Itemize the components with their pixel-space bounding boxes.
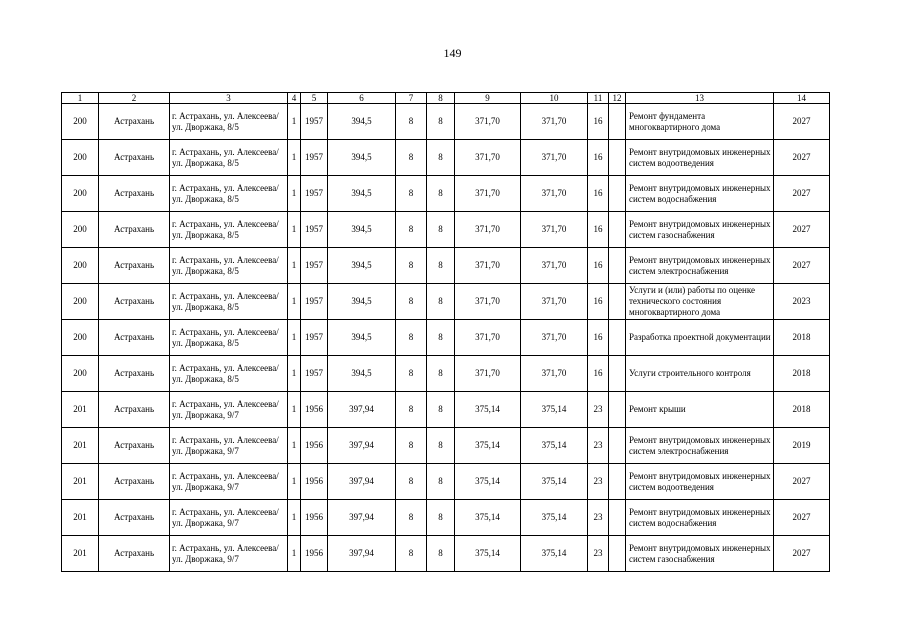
column-header: 10 [521,93,588,104]
housing-repair-table [61,92,830,572]
col7-cell: 8 [396,320,427,356]
work-type-cell: Услуги строительного контроля [626,356,774,392]
address-cell: г. Астрахань, ул. Алексеева/ ул. Дворжака, 8/5 [170,320,288,356]
record-number-cell: 200 [62,176,99,212]
column-header: 14 [774,93,830,104]
col11-cell: 16 [588,212,609,248]
col9-cell: 375,14 [455,536,521,572]
col10-cell: 371,70 [521,104,588,140]
col8-cell: 8 [427,248,455,284]
year-cell: 1957 [301,140,328,176]
col7-cell: 8 [396,464,427,500]
year-cell: 1957 [301,212,328,248]
year-cell: 1957 [301,320,328,356]
col4-cell: 1 [288,104,301,140]
area-cell: 397,94 [328,500,396,536]
record-number-cell: 201 [62,500,99,536]
page-number: 149 [443,46,462,60]
table-row [62,320,830,356]
planned-year-cell: 2027 [774,464,830,500]
table-row [62,356,830,392]
record-number-cell: 200 [62,284,99,320]
work-type-cell: Разработка проектной документации [626,320,774,356]
record-number-cell: 200 [62,248,99,284]
record-number-cell: 201 [62,464,99,500]
col8-cell: 8 [427,428,455,464]
col12-cell [609,428,626,464]
column-header: 11 [588,93,609,104]
planned-year-cell: 2027 [774,140,830,176]
table-row [62,104,830,140]
record-number-cell: 200 [62,104,99,140]
planned-year-cell: 2018 [774,356,830,392]
area-cell: 394,5 [328,104,396,140]
city-cell: Астрахань [99,356,170,392]
col9-cell: 375,14 [455,464,521,500]
address-cell: г. Астрахань, ул. Алексеева/ ул. Дворжака, 8/5 [170,212,288,248]
year-cell: 1956 [301,392,328,428]
planned-year-cell: 2027 [774,104,830,140]
col9-cell: 371,70 [455,212,521,248]
city-cell: Астрахань [99,212,170,248]
col12-cell [609,500,626,536]
column-header: 3 [170,93,288,104]
planned-year-cell: 2027 [774,212,830,248]
col8-cell: 8 [427,356,455,392]
col12-cell [609,536,626,572]
year-cell: 1957 [301,284,328,320]
work-type-cell: Ремонт внутридомовых инженерных систем газоснабжения [626,212,774,248]
work-type-cell: Ремонт фундамента многоквартирного дома [626,104,774,140]
col11-cell: 23 [588,500,609,536]
col12-cell [609,320,626,356]
area-cell: 394,5 [328,248,396,284]
col4-cell: 1 [288,284,301,320]
city-cell: Астрахань [99,176,170,212]
table-row [62,500,830,536]
address-cell: г. Астрахань, ул. Алексеева/ ул. Дворжака, 9/7 [170,536,288,572]
column-header: 8 [427,93,455,104]
col10-cell: 375,14 [521,536,588,572]
col11-cell: 16 [588,104,609,140]
work-type-cell: Ремонт крыши [626,392,774,428]
col4-cell: 1 [288,428,301,464]
city-cell: Астрахань [99,140,170,176]
col11-cell: 16 [588,356,609,392]
planned-year-cell: 2023 [774,284,830,320]
table-row [62,176,830,212]
city-cell: Астрахань [99,536,170,572]
col7-cell: 8 [396,356,427,392]
column-header: 9 [455,93,521,104]
col7-cell: 8 [396,176,427,212]
col7-cell: 8 [396,428,427,464]
col4-cell: 1 [288,176,301,212]
area-cell: 397,94 [328,536,396,572]
col7-cell: 8 [396,212,427,248]
column-header: 6 [328,93,396,104]
record-number-cell: 201 [62,428,99,464]
address-cell: г. Астрахань, ул. Алексеева/ ул. Дворжака, 8/5 [170,104,288,140]
address-cell: г. Астрахань, ул. Алексеева/ ул. Дворжака, 8/5 [170,248,288,284]
col12-cell [609,392,626,428]
col10-cell: 375,14 [521,392,588,428]
work-type-cell: Ремонт внутридомовых инженерных систем газоснабжения [626,536,774,572]
col12-cell [609,140,626,176]
city-cell: Астрахань [99,248,170,284]
col10-cell: 371,70 [521,140,588,176]
col12-cell [609,356,626,392]
work-type-cell: Ремонт внутридомовых инженерных систем водоснабжения [626,500,774,536]
col9-cell: 371,70 [455,248,521,284]
column-number-row [62,93,830,104]
col4-cell: 1 [288,356,301,392]
planned-year-cell: 2018 [774,392,830,428]
address-cell: г. Астрахань, ул. Алексеева/ ул. Дворжака, 8/5 [170,140,288,176]
planned-year-cell: 2027 [774,536,830,572]
planned-year-cell: 2027 [774,248,830,284]
column-header: 4 [288,93,301,104]
column-header: 5 [301,93,328,104]
address-cell: г. Астрахань, ул. Алексеева/ ул. Дворжака, 8/5 [170,284,288,320]
address-cell: г. Астрахань, ул. Алексеева/ ул. Дворжака, 8/5 [170,356,288,392]
col11-cell: 23 [588,464,609,500]
planned-year-cell: 2019 [774,428,830,464]
address-cell: г. Астрахань, ул. Алексеева/ ул. Дворжака, 9/7 [170,392,288,428]
col9-cell: 371,70 [455,104,521,140]
city-cell: Астрахань [99,104,170,140]
table-row [62,212,830,248]
area-cell: 397,94 [328,428,396,464]
year-cell: 1957 [301,248,328,284]
col10-cell: 375,14 [521,500,588,536]
planned-year-cell: 2027 [774,500,830,536]
col4-cell: 1 [288,212,301,248]
area-cell: 394,5 [328,176,396,212]
column-header: 1 [62,93,99,104]
col10-cell: 371,70 [521,248,588,284]
col11-cell: 16 [588,176,609,212]
record-number-cell: 200 [62,320,99,356]
col8-cell: 8 [427,104,455,140]
year-cell: 1956 [301,464,328,500]
col11-cell: 23 [588,536,609,572]
table-row [62,536,830,572]
record-number-cell: 200 [62,140,99,176]
col8-cell: 8 [427,140,455,176]
col7-cell: 8 [396,284,427,320]
city-cell: Астрахань [99,392,170,428]
area-cell: 394,5 [328,320,396,356]
city-cell: Астрахань [99,320,170,356]
work-type-cell: Ремонт внутридомовых инженерных систем водоотведения [626,140,774,176]
col7-cell: 8 [396,392,427,428]
col9-cell: 371,70 [455,284,521,320]
city-cell: Астрахань [99,284,170,320]
col7-cell: 8 [396,104,427,140]
col8-cell: 8 [427,212,455,248]
col12-cell [609,212,626,248]
col8-cell: 8 [427,464,455,500]
column-header: 12 [609,93,626,104]
col8-cell: 8 [427,392,455,428]
col8-cell: 8 [427,500,455,536]
record-number-cell: 201 [62,536,99,572]
table-row [62,284,830,320]
col4-cell: 1 [288,392,301,428]
column-header: 2 [99,93,170,104]
col11-cell: 16 [588,140,609,176]
city-cell: Астрахань [99,428,170,464]
col7-cell: 8 [396,500,427,536]
area-cell: 394,5 [328,284,396,320]
year-cell: 1956 [301,428,328,464]
year-cell: 1957 [301,104,328,140]
address-cell: г. Астрахань, ул. Алексеева/ ул. Дворжака, 8/5 [170,176,288,212]
area-cell: 394,5 [328,140,396,176]
col9-cell: 371,70 [455,176,521,212]
col12-cell [609,248,626,284]
col12-cell [609,284,626,320]
address-cell: г. Астрахань, ул. Алексеева/ ул. Дворжака, 9/7 [170,500,288,536]
col12-cell [609,176,626,212]
work-type-cell: Ремонт внутридомовых инженерных систем электроснабжения [626,248,774,284]
table-row [62,428,830,464]
area-cell: 394,5 [328,212,396,248]
col7-cell: 8 [396,536,427,572]
area-cell: 397,94 [328,392,396,428]
col11-cell: 23 [588,392,609,428]
col10-cell: 375,14 [521,464,588,500]
col10-cell: 371,70 [521,284,588,320]
col10-cell: 371,70 [521,212,588,248]
col11-cell: 16 [588,248,609,284]
col4-cell: 1 [288,248,301,284]
year-cell: 1957 [301,176,328,212]
col11-cell: 23 [588,428,609,464]
table-row [62,392,830,428]
year-cell: 1956 [301,536,328,572]
year-cell: 1957 [301,356,328,392]
col8-cell: 8 [427,536,455,572]
record-number-cell: 200 [62,212,99,248]
col8-cell: 8 [427,284,455,320]
col4-cell: 1 [288,320,301,356]
col4-cell: 1 [288,140,301,176]
col11-cell: 16 [588,320,609,356]
col10-cell: 371,70 [521,176,588,212]
record-number-cell: 201 [62,392,99,428]
work-type-cell: Ремонт внутридомовых инженерных систем электроснабжения [626,428,774,464]
planned-year-cell: 2027 [774,176,830,212]
planned-year-cell: 2018 [774,320,830,356]
address-cell: г. Астрахань, ул. Алексеева/ ул. Дворжака, 9/7 [170,464,288,500]
col9-cell: 375,14 [455,428,521,464]
year-cell: 1956 [301,500,328,536]
work-type-cell: Услуги и (или) работы по оценке технического состояния многоквартирного дома [626,284,774,320]
city-cell: Астрахань [99,500,170,536]
col9-cell: 375,14 [455,500,521,536]
col4-cell: 1 [288,536,301,572]
col4-cell: 1 [288,464,301,500]
address-cell: г. Астрахань, ул. Алексеева/ ул. Дворжака, 9/7 [170,428,288,464]
col8-cell: 8 [427,176,455,212]
col9-cell: 371,70 [455,356,521,392]
record-number-cell: 200 [62,356,99,392]
col10-cell: 371,70 [521,320,588,356]
work-type-cell: Ремонт внутридомовых инженерных систем водоотведения [626,464,774,500]
table-row [62,464,830,500]
col9-cell: 375,14 [455,392,521,428]
col9-cell: 371,70 [455,320,521,356]
city-cell: Астрахань [99,464,170,500]
col4-cell: 1 [288,500,301,536]
col12-cell [609,464,626,500]
col7-cell: 8 [396,248,427,284]
table-body [62,104,830,572]
col10-cell: 371,70 [521,356,588,392]
col9-cell: 371,70 [455,140,521,176]
table-row [62,140,830,176]
col10-cell: 375,14 [521,428,588,464]
area-cell: 394,5 [328,356,396,392]
column-header: 13 [626,93,774,104]
col8-cell: 8 [427,320,455,356]
table-row [62,248,830,284]
column-header: 7 [396,93,427,104]
area-cell: 397,94 [328,464,396,500]
col12-cell [609,104,626,140]
work-type-cell: Ремонт внутридомовых инженерных систем водоснабжения [626,176,774,212]
col11-cell: 16 [588,284,609,320]
col7-cell: 8 [396,140,427,176]
